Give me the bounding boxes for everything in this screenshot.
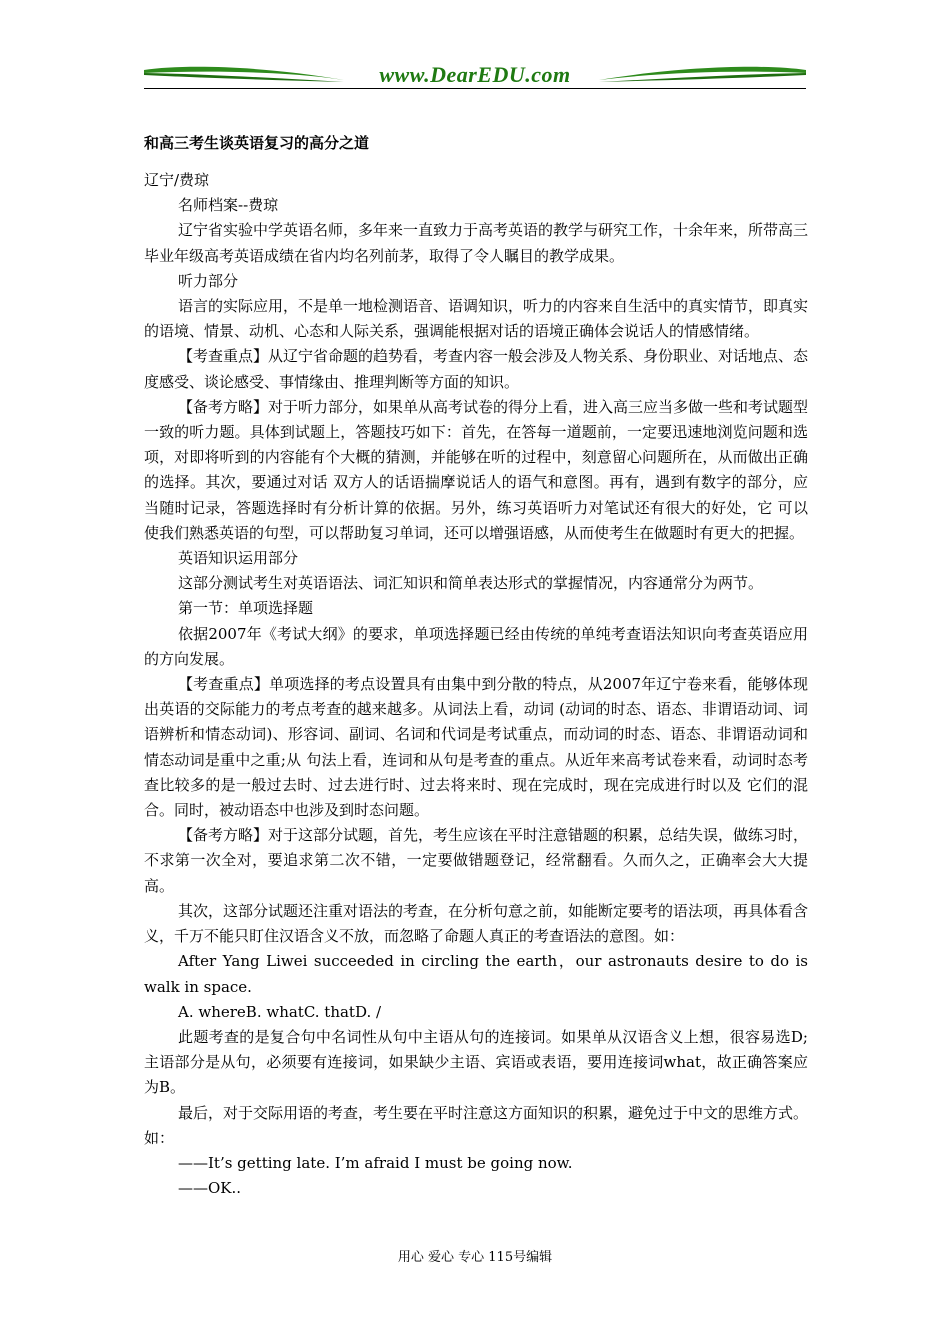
page-footer: 用心 爱心 专心 115号编辑	[397, 1250, 553, 1265]
article-author: 辽宁/费琼	[144, 171, 210, 189]
paragraph: 依据2007年《考试大纲》的要求，单项选择题已经由传统的单纯考查语法知识向考查英语应用的方向发展。	[144, 624, 808, 668]
section-heading: 第一节：单项选择题	[178, 599, 314, 618]
paragraph: 这部分测试考生对英语语法、词汇知识和简单表达形式的掌握情况，内容通常分为两节。	[178, 574, 764, 593]
section-heading: 英语知识运用部分	[178, 549, 299, 568]
article-title: 和高三考生谈英语复习的高分之道	[144, 134, 370, 152]
article-body	[144, 131, 808, 1201]
paragraph: 最后，对于交际用语的考查，考生要在平时注意这方面知识的积累，避免过于中文的思维方式。如：	[144, 1103, 809, 1147]
paragraph: 名师档案--费琼	[178, 196, 279, 215]
paragraph: 其次，这部分试题还注重对语法的考查，在分析句意之前，如能断定要考的语法项，再具体看含义，千万不能只盯住汉语含义不放，而忽略了命题人真正的考查语法的意图。如：	[144, 901, 809, 946]
paragraph: 【考查重点】单项选择的考点设置具有由集中到分散的特点，从2007年辽宁卷来看，能够体现出英语的交际能力的考点考查的越来越多。从词法上看，动词 (动词的时态、语态、非谓语动词、词语辨析和情态动词)、形容词、副词、名词和代词是考试重点，而动词的时态、语态、非谓语动词和情态动词是重中之重;从 句法上看，连词和从句是考查的重点。从近年来高考试卷来看，动词时态考查比较多的是一般过去时、过去进行时、过去将来时、现在完成时，现在完成进行时以及 它们的混合。同时，被动语态中也涉及到时态问题。	[144, 675, 808, 820]
dialogue-line: ——It’s getting late. I’m afraid I must be going now.	[178, 1153, 573, 1172]
paragraph: 【备考方略】对于听力部分，如果单从高考试卷的得分上看，进入高三应当多做一些和考试题型一致的听力题。具体到试题上，答题技巧如下：首先，在答每一道题前，一定要迅速地浏览问题和选项，对即将听到的内容能有个大概的猜测，并能够在听的过程中，刻意留心问题所在，从而做出正确的选择。其次，要通过对话 双方人的话语揣摩说话人的语气和意图。再有，遇到有数字的部分，应当随时记录，答题选择时有分析计算的依据。另外，练习英语听力对笔试还有很大的好处，它 可以使我们熟悉英语的句型，可以帮助复习单词，还可以增强语感，从而使考生在做题时有更大的把握。	[144, 397, 809, 542]
example-options: A. whereB. whatC. thatD. /	[178, 1002, 382, 1021]
paragraph: 【考查重点】从辽宁省命题的趋势看，考查内容一般会涉及人物关系、身份职业、对话地点、态度感受、谈论感受、事情缘由、推理判断等方面的知识。	[144, 347, 809, 391]
dialogue-line: ——OK..	[178, 1179, 242, 1198]
paragraph: 【备考方略】对于这部分试题，首先，考生应该在平时注意错题的积累，总结失误，做练习时，不求第一次全对，要追求第二次不错，一定要做错题登记，经常翻看。久而久之，正确率会大大提高。	[144, 826, 809, 895]
header-divider	[144, 88, 806, 89]
paragraph: 语言的实际应用，不是单一地检测语音、语调知识，听力的内容来自生活中的真实情节，即真实的语境、情景、动机、心态和人际关系，强调能根据对话的语境正确体会说话人的情感情绪。	[144, 297, 809, 341]
paragraph: 辽宁省实验中学英语名师，多年来一直致力于高考英语的教学与研究工作，十余年来，所带高三毕业年级高考英语成绩在省内均名列前茅，取得了令人瞩目的教学成果。	[144, 221, 809, 265]
site-header	[144, 60, 806, 90]
site-logo-text[interactable]: www.DearEDU.com	[379, 62, 571, 87]
example-sentence: After Yang Liwei succeeded in circling the earth，our astronauts desire to do is walk in space.	[144, 952, 808, 996]
paragraph: 此题考查的是复合句中名词性从句中主语从句的连接词。如果单从汉语含义上想，很容易选D; 主语部分是从句，必须要有连接词，如果缺少主语、宾语或表语，要用连接词what，故正确答案应为B。	[144, 1027, 808, 1097]
section-heading: 听力部分	[178, 271, 239, 290]
